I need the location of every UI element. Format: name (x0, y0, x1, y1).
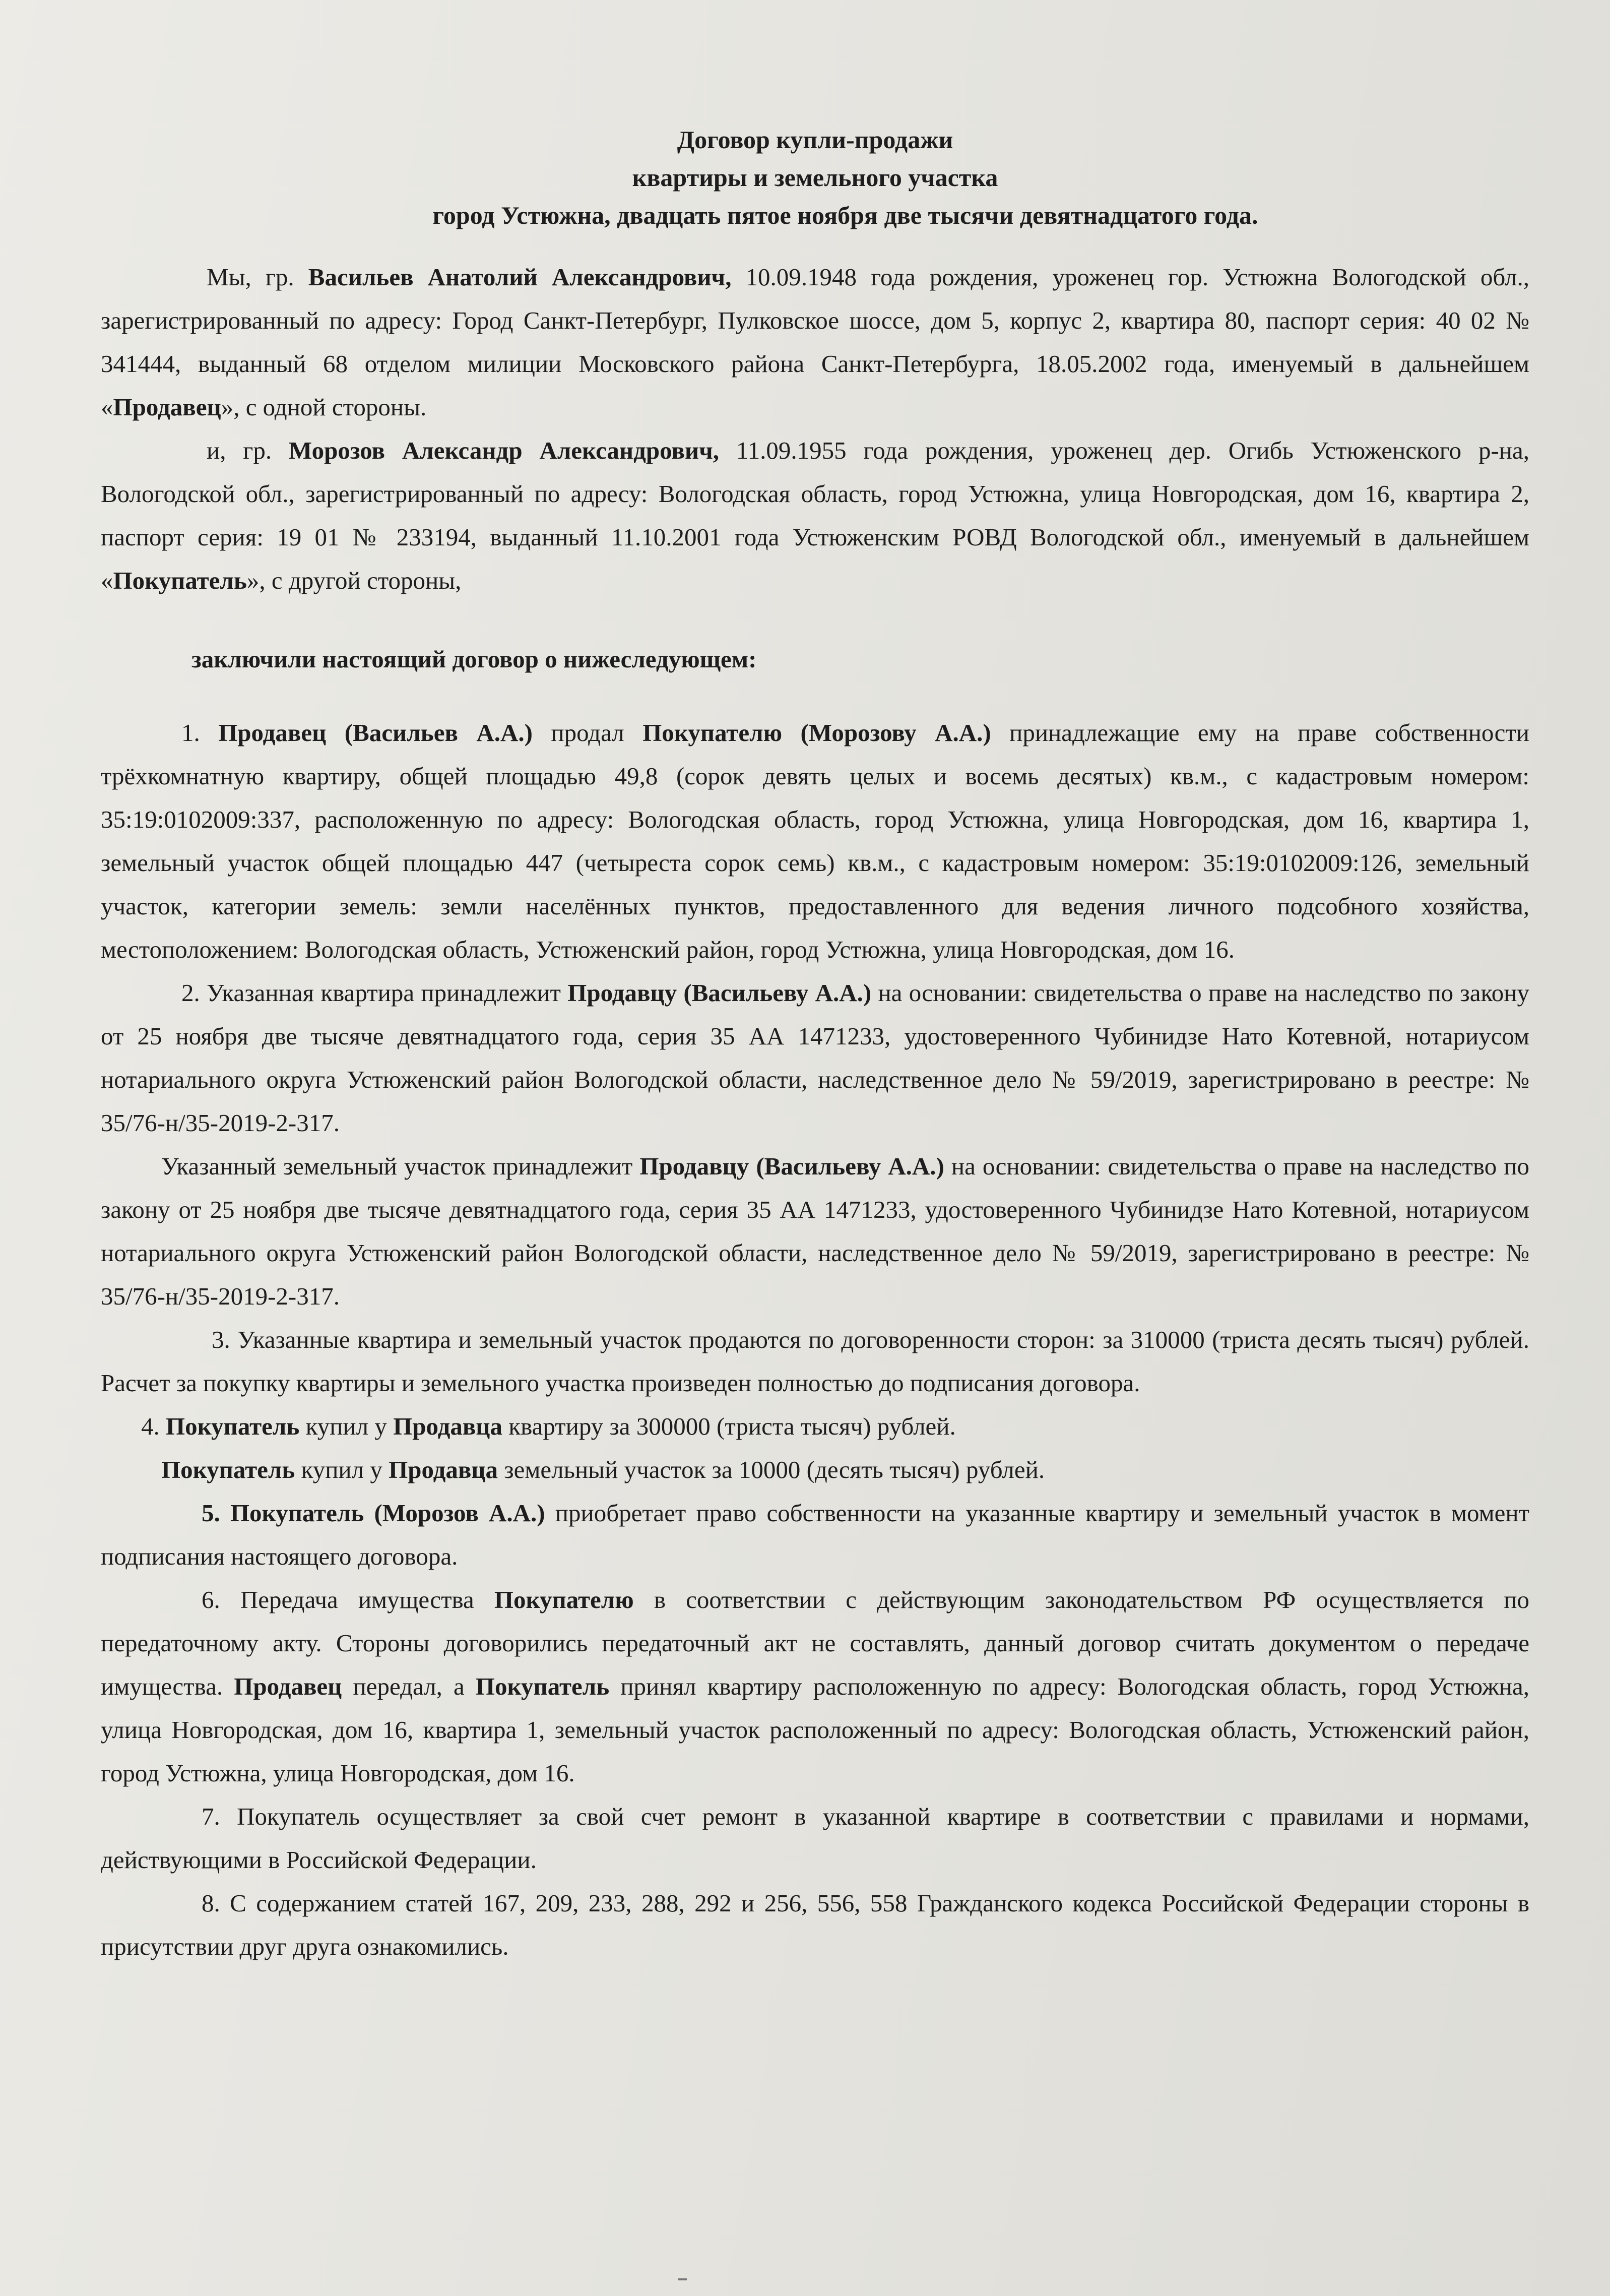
spacer (101, 602, 1529, 638)
buyer-paragraph: и, гр. Морозов Александр Александрович, 11.09.1955 года рождения, уроженец дер. Огибь Устюженского р-на, Вологодской обл., зарегистрированный по адресу: Вологодская область, город Устюжна, улица Новгородская, дом 16, квартира 2, паспорт серия: 19 01 № 233194, выданный 11.10.2001 года Устюженским РОВД Вологодской обл., именуемый в дальнейшем «Покупатель», с другой стороны, (101, 437, 1529, 594)
clause-4-land: Покупатель купил у Продавца земельный участок за 10000 (десять тысяч) рублей. (161, 1456, 1045, 1483)
seller-paragraph: Мы, гр. Васильев Анатолий Александрович, 10.09.1948 года рождения, уроженец гор. Устюжна Вологодской обл., зарегистрированный по адресу: Город Санкт-Петербург, Пулковское шоссе, дом 5, корпус 2, квартира 80, паспорт серия: 40 02 № 341444, выданный 68 отделом милиции Московского района Санкт-Петербурга, 18.05.2002 года, именуемый в дальнейшем «Продавец», с одной стороны. (101, 263, 1529, 421)
clause-8: 8. С содержанием статей 167, 209, 233, 288, 292 и 256, 556, 558 Гражданского кодекса Российской Федерации стороны в присутствии друг друга ознакомились. (101, 1889, 1529, 1960)
title-line-2: квартиры и земельного участка (632, 163, 998, 192)
clause-2-land: Указанный земельный участок принадлежит Продавцу (Васильеву А.А.) на основании: свидетельства о праве на наследство по закону от 25 ноября две тысяче девятнадцатого года, серия 35 АА 1471233, удостоверенного Чубинидзе Нато Котевной, нотариусом нотариального округа Устюженский район Вологодской области, наследственное дело № 59/2019, зарегистрировано в реестре: № 35/76-н/35-2019-2-317. (101, 1152, 1529, 1310)
clause-6: 6. Передача имущества Покупателю в соответствии с действующим законодательством РФ осуществляется по передаточному акту. Стороны договорились передаточный акт не составлять, данный договор считать документом о передаче имущества. Продавец передал, а Покупатель принял квартиру расположенную по адресу: Вологодская область, город Устюжна, улица Новгородская, дом 16, квартира 1, земельный участок расположенный по адресу: Вологодская область, Устюженский район, город Устюжна, улица Новгородская, дом 16. (101, 1586, 1529, 1787)
seller-role: Продавец (113, 393, 221, 421)
title-line-1: Договор купли-продажи (677, 126, 953, 154)
page-mark (678, 2278, 687, 2280)
concluded-heading: заключили настоящий договор о нижеследующем: (191, 645, 757, 673)
clause-4: 4. Покупатель купил у Продавца квартиру за 300000 (триста тысяч) рублей. (141, 1412, 956, 1440)
clause-1: 1. Продавец (Васильев А.А.) продал Покупателю (Морозову А.А.) принадлежащие ему на праве собственности трёхкомнатную квартиру, общей площадью 49,8 (сорок девять целых и восемь десятых) кв.м., с кадастровым номером: 35:19:0102009:337, расположенную по адресу: Вологодская область, город Устюжна, улица Новгородская, дом 16, квартира 1, земельный участок общей площадью 447 (четыреста сорок семь) кв.м., с кадастровым номером: 35:19:0102009:126, земельный участок, категории земель: земли населённых пунктов, предоставленного для ведения личного подсобного хозяйства, местоположением: Вологодская область, Устюженский район, город Устюжна, улица Новгородская, дом 16. (101, 719, 1529, 963)
document-body (101, 256, 1529, 1968)
clause-2: 2. Указанная квартира принадлежит Продавцу (Васильеву А.А.) на основании: свидетельства о праве на наследство по закону от 25 ноября две тысяче девятнадцатого года, серия 35 АА 1471233, удостоверенного Чубинидзе Нато Котевной, нотариусом нотариального округа Устюженский район Вологодской области, наследственное дело № 59/2019, зарегистрировано в реестре: № 35/76-н/35-2019-2-317. (101, 979, 1530, 1137)
clause-3: 3. Указанные квартира и земельный участок продаются по договоренности сторон: за 310000 (триста десять тысяч) рублей. Расчет за покупку квартиры и земельного участка произведен полностью до подписания договора. (101, 1326, 1529, 1397)
clause-7: 7. Покупатель осуществляет за свой счет ремонт в указанной квартире в соответствии с правилами и нормами, действующими в Российской Федерации. (101, 1803, 1529, 1874)
buyer-name: Морозов Александр Александрович, (289, 437, 720, 464)
document-header (101, 121, 1529, 234)
title-line-3: город Устюжна, двадцать пятое ноября две тысячи девятнадцатого года. (432, 201, 1258, 229)
buyer-role: Покупатель (113, 567, 247, 594)
seller-name: Васильев Анатолий Александрович, (308, 263, 732, 291)
clause-5: 5. Покупатель (Морозов А.А.) приобретает право собственности на указанные квартиру и земельный участок в момент подписания настоящего договора. (101, 1499, 1529, 1570)
